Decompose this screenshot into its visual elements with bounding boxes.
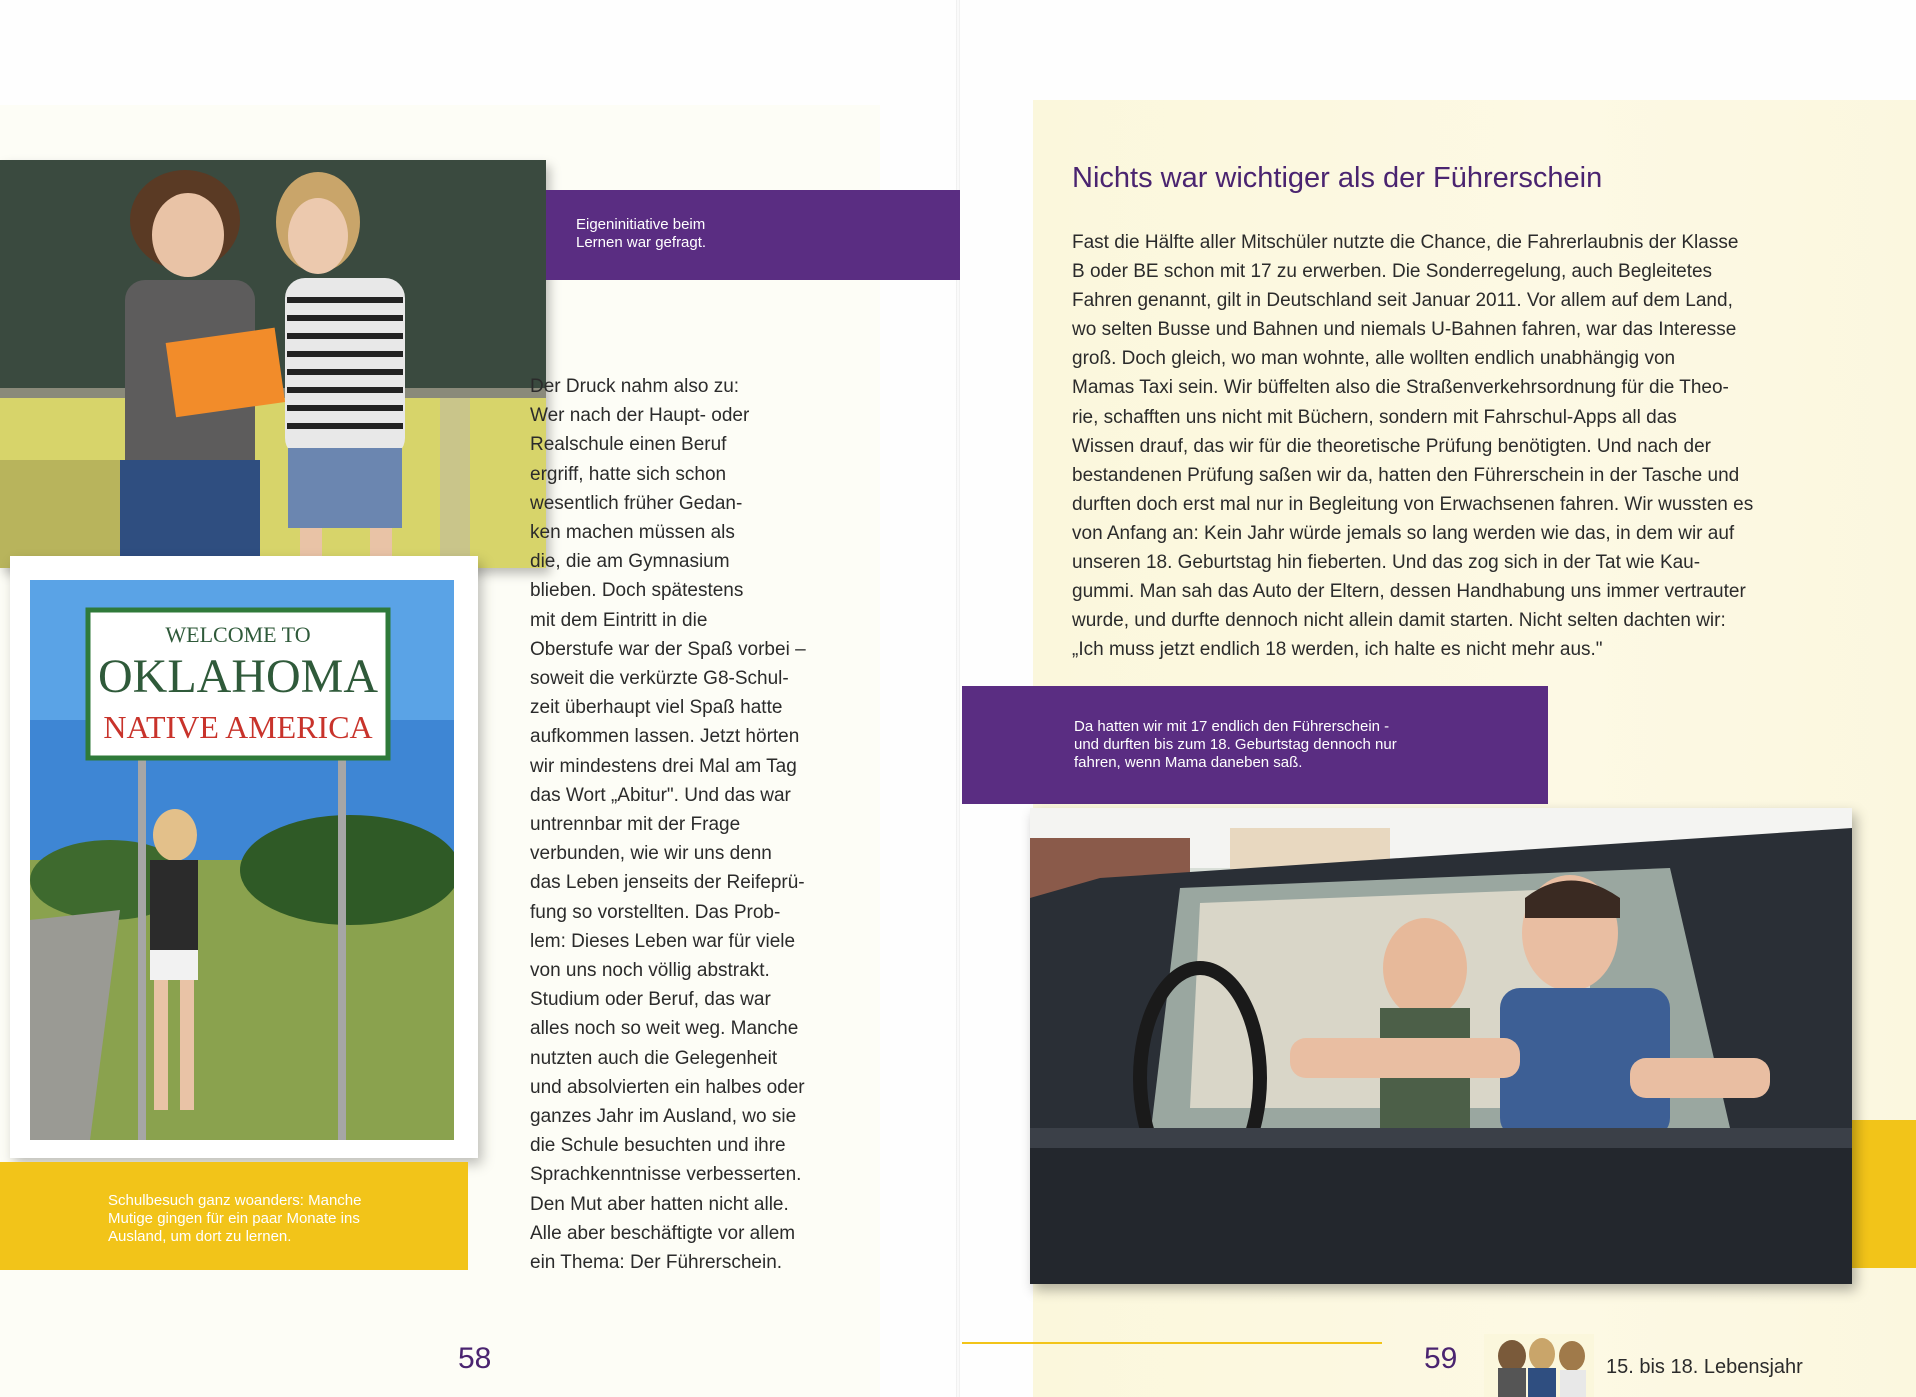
body-text-line: B oder BE schon mit 17 zu erwerben. Die Sonderregelung, auch Begleitetes <box>1072 261 1713 283</box>
caption-line: fahren, wenn Mama daneben saß. <box>1074 754 1303 771</box>
body-text-line: zeit überhaupt viel Spaß hatte <box>530 697 783 719</box>
sign-text-oklahoma: OKLAHOMA <box>98 650 378 703</box>
body-text-line: unseren 18. Geburtstag hin fieberten. Und das zog sich in der Tat wie Kau- <box>1072 552 1701 574</box>
body-text-line: Wer nach der Haupt- oder <box>530 405 750 427</box>
body-text-line: ken machen müssen als <box>530 522 735 544</box>
page-number-right: 59 <box>1424 1342 1458 1375</box>
body-text-line: groß. Doch gleich, wo man wohnte, alle wollten endlich unabhängig von <box>1072 348 1676 370</box>
body-text-line: Oberstufe war der Spaß vorbei – <box>530 638 806 660</box>
right-body-text <box>1072 228 1812 664</box>
body-text-line: fung so vorstellten. Das Prob- <box>530 901 781 923</box>
body-text-line: mit dem Eintritt in die <box>530 609 708 631</box>
body-text-line: die Schule besuchten und ihre <box>530 1135 786 1157</box>
footer-rule <box>962 1342 1382 1344</box>
left-body-text <box>530 372 868 1277</box>
photo-oklahoma-sign <box>30 580 454 1140</box>
photo-young-driver-in-car <box>1030 808 1852 1284</box>
body-text-line: ergriff, hatte sich schon <box>530 463 727 485</box>
body-text-line: Mamas Taxi sein. Wir büffelten also die Straßenverkehrsordnung für die Theo- <box>1072 377 1729 399</box>
body-text-line: „Ich muss jetzt endlich 18 werden, ich halte es nicht mehr aus." <box>1072 639 1603 661</box>
body-text-line: gummi. Man sah das Auto der Eltern, dessen Handhabung uns immer vertrauter <box>1072 581 1746 603</box>
sign-text-welcome: WELCOME TO <box>165 622 311 647</box>
body-text-line: und absolvierten ein halbes oder <box>530 1076 805 1098</box>
body-text-line: Alle aber beschäftigte vor allem <box>530 1222 796 1244</box>
body-text-line: untrennbar mit der Frage <box>530 814 741 836</box>
body-text-line: das Wort „Abitur". Und das war <box>530 784 791 806</box>
caption-drivers-license <box>962 686 1548 804</box>
body-text-line: Den Mut aber hatten nicht alle. <box>530 1193 789 1215</box>
body-text-line: alles noch so weit weg. Manche <box>530 1018 799 1040</box>
body-text-line: von uns noch völlig abstrakt. <box>530 960 770 982</box>
polaroid-frame <box>10 556 478 1158</box>
body-text-line: blieben. Doch spätestens <box>530 580 744 602</box>
caption-line: und durften bis zum 18. Geburtstag dennoch nur <box>1074 736 1397 753</box>
caption-line: Schulbesuch ganz woanders: Manche <box>108 1192 362 1209</box>
body-text-line: wurde, und durfte dennoch nicht allein damit starten. Nicht selten dachten wir: <box>1072 610 1726 632</box>
body-text-line: Wissen drauf, das wir für die theoretische Prüfung benötigten. Und nach der <box>1072 435 1711 457</box>
caption-line: Da hatten wir mit 17 endlich den Führerschein - <box>1074 718 1390 735</box>
body-text-line: Sprachkenntnisse verbesserten. <box>530 1164 802 1186</box>
body-text-line: das Leben jenseits der Reifeprü- <box>530 872 805 894</box>
body-text-line: rie, schafften uns nicht mit Büchern, sondern mit Fahrschul-Apps all das <box>1072 406 1677 428</box>
body-text-line: von Anfang an: Kein Jahr würde jemals so lang werden wie das, in dem wir auf <box>1072 522 1735 544</box>
photo-girls-blackboard <box>0 160 546 568</box>
body-text-line: wir mindestens drei Mal am Tag <box>530 755 797 777</box>
body-text-line: durften doch erst mal nur in Begleitung von Erwachsenen fahren. Wir wussten es <box>1072 493 1754 515</box>
body-text-line: aufkommen lassen. Jetzt hörten <box>530 726 800 748</box>
caption-abroad <box>0 1162 468 1270</box>
body-text-line: Fast die Hälfte aller Mitschüler nutzte die Chance, die Fahrerlaubnis der Klasse <box>1072 232 1739 253</box>
body-text-line: soweit die verkürzte G8-Schul- <box>530 668 789 690</box>
sign-text-native-america: NATIVE AMERICA <box>103 709 373 745</box>
body-text-line: bestandenen Prüfung saßen wir da, hatten den Führerschein in der Tasche und <box>1072 464 1740 486</box>
body-text-line: lem: Dieses Leben war für viele <box>530 930 796 952</box>
body-text-line: Der Druck nahm also zu: <box>530 376 740 397</box>
caption-learning <box>546 190 960 280</box>
body-text-line: ein Thema: Der Führerschein. <box>530 1252 783 1274</box>
body-text-line: nutzten auch die Gelegenheit <box>530 1047 778 1069</box>
caption-line: Ausland, um dort zu lernen. <box>108 1228 292 1245</box>
chapter-label: 15. bis 18. Lebensjahr <box>1606 1356 1803 1378</box>
caption-line: Mutige gingen für ein paar Monate ins <box>108 1210 360 1227</box>
footer-thumbnail-photo <box>1484 1334 1594 1397</box>
caption-line: Eigeninitiative beim <box>576 216 706 233</box>
body-text-line: wo selten Busse und Bahnen und niemals U-Bahnen fahren, war das Interesse <box>1072 319 1737 341</box>
page-heading: Nichts war wichtiger als der Führerschein <box>1072 162 1603 194</box>
body-text-line: Realschule einen Beruf <box>530 434 727 456</box>
page-number-left: 58 <box>458 1342 492 1375</box>
body-text-line: die, die am Gymnasium <box>530 551 730 573</box>
caption-line: Lernen war gefragt. <box>576 234 707 251</box>
body-text-line: Fahren genannt, gilt in Deutschland seit Januar 2011. Vor allem auf dem Land, <box>1072 290 1733 312</box>
body-text-line: Studium oder Beruf, das war <box>530 989 771 1011</box>
body-text-line: ganzes Jahr im Ausland, wo sie <box>530 1106 797 1128</box>
body-text-line: wesentlich früher Gedan- <box>530 492 743 514</box>
body-text-line: verbunden, wie wir uns denn <box>530 843 772 865</box>
